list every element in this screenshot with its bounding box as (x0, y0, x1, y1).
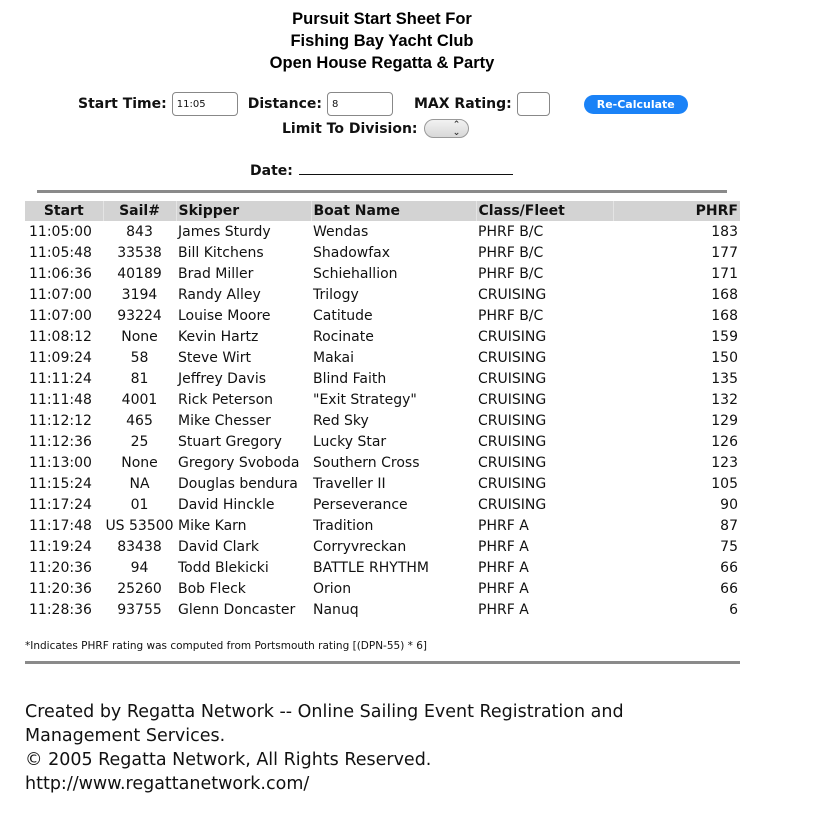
cell-skipper: Gregory Svoboda (178, 454, 300, 471)
cell-boat-name: Red Sky (313, 412, 369, 429)
cell-sail: 33538 (117, 244, 162, 261)
cell-skipper: Todd Blekicki (178, 559, 269, 576)
table-row (25, 221, 740, 242)
date-field (250, 159, 513, 179)
cell-phrf: 87 (720, 517, 738, 534)
cell-boat-name: Rocinate (313, 328, 374, 345)
cell-boat-name: Catitude (313, 307, 373, 324)
table-row (25, 452, 740, 473)
cell-sail: None (121, 328, 158, 345)
cell-phrf: 129 (711, 412, 738, 429)
cell-start: 11:17:24 (29, 496, 92, 513)
col-phrf: PHRF (613, 201, 740, 221)
footer (25, 700, 725, 796)
cell-skipper: Steve Wirt (178, 349, 252, 366)
cell-sail: 25 (130, 433, 149, 450)
cell-phrf: 105 (711, 475, 738, 492)
cell-boat-name: Blind Faith (313, 370, 387, 387)
cell-start: 11:05:00 (29, 223, 92, 240)
cell-start: 11:20:36 (29, 580, 92, 597)
cell-class-fleet: CRUISING (478, 349, 547, 366)
cell-start: 11:15:24 (29, 475, 92, 492)
footer-url: http://www.regattanetwork.com/ (25, 774, 310, 794)
cell-class-fleet: PHRF B/C (478, 307, 544, 324)
table-row (25, 599, 740, 620)
table-row (25, 578, 740, 599)
cell-class-fleet: PHRF A (478, 580, 529, 597)
cell-class-fleet: PHRF B/C (478, 223, 544, 240)
cell-boat-name: Trilogy (313, 286, 359, 303)
cell-phrf: 126 (711, 433, 738, 450)
cell-skipper: James Sturdy (178, 223, 271, 240)
cell-boat-name: Makai (313, 349, 354, 366)
table-row (25, 305, 740, 326)
footer-line-2: Management Services. (25, 726, 226, 746)
cell-boat-name: "Exit Strategy" (313, 391, 417, 408)
cell-class-fleet: CRUISING (478, 496, 547, 513)
cell-phrf: 66 (720, 580, 738, 597)
cell-skipper: Jeffrey Davis (178, 370, 267, 387)
footer-copyright: © 2005 Regatta Network, All Rights Reserved. (25, 750, 432, 770)
col-sail: Sail# (103, 201, 176, 221)
table-row (25, 389, 740, 410)
cell-boat-name: Traveller II (313, 475, 386, 492)
cell-start: 11:20:36 (29, 559, 92, 576)
cell-boat-name: Schiehallion (313, 265, 398, 282)
cell-phrf: 168 (711, 307, 738, 324)
cell-start: 11:28:36 (29, 601, 92, 618)
cell-class-fleet: CRUISING (478, 391, 547, 408)
cell-skipper: Glenn Doncaster (178, 601, 296, 618)
cell-phrf: 177 (711, 244, 738, 261)
cell-skipper: Bill Kitchens (178, 244, 264, 261)
cell-start: 11:11:48 (29, 391, 92, 408)
limit-division-select[interactable] (424, 119, 469, 138)
cell-skipper: Stuart Gregory (178, 433, 282, 450)
cell-phrf: 171 (711, 265, 738, 282)
cell-boat-name: Perseverance (313, 496, 408, 513)
cell-phrf: 183 (711, 223, 738, 240)
cell-skipper: Brad Miller (178, 265, 254, 282)
cell-sail: 01 (130, 496, 149, 513)
table-row (25, 368, 740, 389)
table-row (25, 557, 740, 578)
cell-boat-name: Shadowfax (313, 244, 391, 261)
col-boat-name: Boat Name (311, 201, 476, 221)
date-blank-line (299, 159, 513, 175)
cell-start: 11:12:36 (29, 433, 92, 450)
cell-start: 11:06:36 (29, 265, 92, 282)
col-skipper: Skipper (176, 201, 311, 221)
cell-skipper: Louise Moore (178, 307, 271, 324)
cell-start: 11:11:24 (29, 370, 92, 387)
cell-sail: 83438 (117, 538, 162, 555)
cell-boat-name: Lucky Star (313, 433, 387, 450)
cell-skipper: Rick Peterson (178, 391, 274, 408)
table-header-row (25, 201, 740, 221)
cell-class-fleet: PHRF B/C (478, 265, 544, 282)
max-rating-label: MAX Rating: (414, 96, 512, 112)
title-line-3: Open House Regatta & Party (269, 54, 495, 72)
cell-class-fleet: CRUISING (478, 286, 547, 303)
cell-skipper: Bob Fleck (178, 580, 246, 597)
cell-boat-name: Southern Cross (313, 454, 420, 471)
cell-class-fleet: PHRF A (478, 517, 529, 534)
cell-sail: NA (129, 475, 150, 492)
divider-bottom (25, 661, 740, 664)
cell-sail: 4001 (121, 391, 158, 408)
cell-start: 11:05:48 (29, 244, 92, 261)
cell-phrf: 135 (711, 370, 738, 387)
cell-boat-name: BATTLE RHYTHM (313, 559, 430, 576)
cell-skipper: Randy Alley (178, 286, 261, 303)
table-body (25, 221, 740, 620)
cell-sail: None (121, 454, 158, 471)
cell-class-fleet: PHRF B/C (478, 244, 544, 261)
cell-boat-name: Corryvreckan (313, 538, 407, 555)
cell-phrf: 90 (720, 496, 738, 513)
cell-phrf: 132 (711, 391, 738, 408)
start-time-label: Start Time: (78, 96, 167, 112)
cell-sail: 94 (130, 559, 149, 576)
table-row (25, 515, 740, 536)
cell-skipper: Kevin Hartz (178, 328, 259, 345)
cell-class-fleet: PHRF A (478, 538, 529, 555)
cell-class-fleet: CRUISING (478, 370, 547, 387)
col-start: Start (25, 201, 103, 221)
cell-phrf: 123 (711, 454, 738, 471)
cell-start: 11:07:00 (29, 307, 92, 324)
cell-skipper: David Hinckle (178, 496, 275, 513)
cell-start: 11:08:12 (29, 328, 92, 345)
controls-row-2 (282, 119, 469, 138)
cell-sail: 93755 (117, 601, 162, 618)
cell-class-fleet: CRUISING (478, 412, 547, 429)
cell-boat-name: Orion (313, 580, 352, 597)
cell-sail: 58 (130, 349, 149, 366)
table-row (25, 242, 740, 263)
distance-label: Distance: (247, 96, 322, 112)
cell-phrf: 66 (720, 559, 738, 576)
divider-top (37, 190, 727, 193)
controls-row-1 (78, 92, 688, 116)
cell-sail: 843 (126, 223, 153, 240)
cell-sail: 81 (130, 370, 149, 387)
cell-boat-name: Tradition (313, 517, 374, 534)
cell-start: 11:12:12 (29, 412, 92, 429)
distance-input[interactable] (327, 92, 393, 116)
table-row (25, 410, 740, 431)
date-label: Date: (250, 163, 293, 179)
table-row (25, 431, 740, 452)
title-line-2: Fishing Bay Yacht Club (290, 32, 474, 50)
phrf-footnote: *Indicates PHRF rating was computed from Portsmouth rating [(DPN-55) * 6] (25, 640, 428, 652)
cell-skipper: Mike Chesser (178, 412, 271, 429)
table-row (25, 284, 740, 305)
cell-phrf: 168 (711, 286, 738, 303)
table-row (25, 536, 740, 557)
cell-phrf: 150 (711, 349, 738, 366)
cell-start: 11:09:24 (29, 349, 92, 366)
table-row (25, 263, 740, 284)
chevron-up-down-icon: ⌃ ⌄ (452, 120, 461, 138)
cell-class-fleet: CRUISING (478, 475, 547, 492)
col-class-fleet: Class/Fleet (476, 201, 613, 221)
table-row (25, 347, 740, 368)
page-title (0, 8, 764, 74)
cell-skipper: David Clark (178, 538, 259, 555)
footer-line-1: Created by Regatta Network -- Online Sailing Event Registration and (25, 702, 624, 722)
recalculate-button[interactable]: Re-Calculate (584, 95, 688, 114)
max-rating-input[interactable] (517, 92, 550, 116)
cell-phrf: 75 (720, 538, 738, 555)
start-time-input[interactable] (172, 92, 238, 116)
cell-start: 11:17:48 (29, 517, 92, 534)
cell-class-fleet: CRUISING (478, 328, 547, 345)
limit-division-label: Limit To Division: (282, 120, 418, 137)
cell-skipper: Douglas bendura (178, 475, 298, 492)
start-sheet-table (25, 201, 740, 620)
cell-class-fleet: CRUISING (478, 433, 547, 450)
title-line-1: Pursuit Start Sheet For (292, 10, 472, 28)
cell-boat-name: Wendas (313, 223, 369, 240)
cell-class-fleet: PHRF A (478, 601, 529, 618)
cell-boat-name: Nanuq (313, 601, 359, 618)
cell-sail: 93224 (117, 307, 162, 324)
cell-sail: 3194 (121, 286, 158, 303)
cell-sail: 465 (126, 412, 153, 429)
table-row (25, 473, 740, 494)
cell-skipper: Mike Karn (178, 517, 247, 534)
cell-class-fleet: CRUISING (478, 454, 547, 471)
table-row (25, 326, 740, 347)
cell-start: 11:13:00 (29, 454, 92, 471)
cell-class-fleet: PHRF A (478, 559, 529, 576)
cell-start: 11:07:00 (29, 286, 92, 303)
cell-sail: US 53500 (105, 517, 174, 534)
cell-phrf: 159 (711, 328, 738, 345)
cell-sail: 25260 (117, 580, 162, 597)
table-row (25, 494, 740, 515)
cell-sail: 40189 (117, 265, 162, 282)
cell-phrf: 6 (729, 601, 738, 618)
cell-start: 11:19:24 (29, 538, 92, 555)
